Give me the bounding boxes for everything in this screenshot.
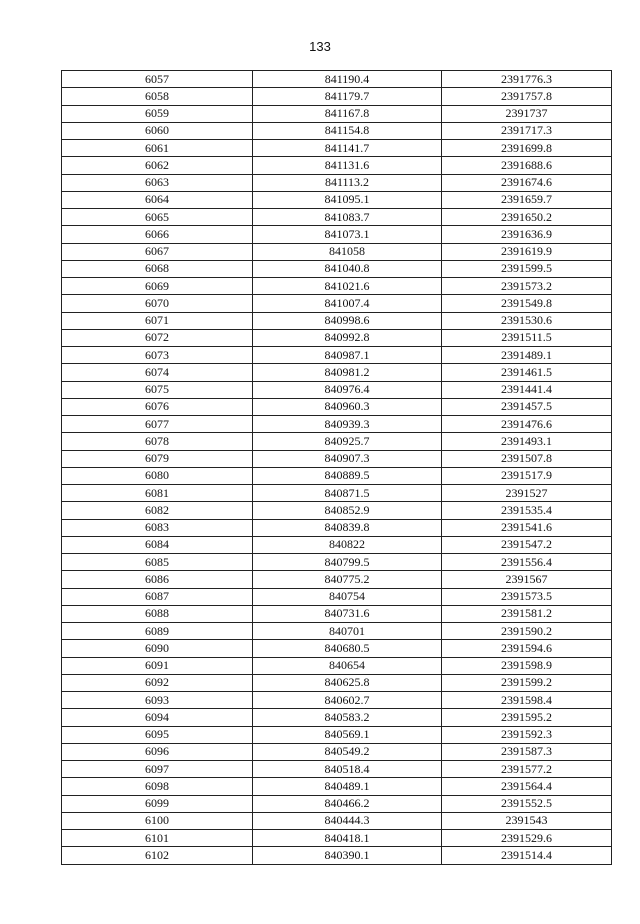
table-row [62,830,612,847]
table-row [62,795,612,812]
y-coordinate-cell: 2391595.2 [442,709,612,726]
point-id-cell: 6060 [62,122,253,139]
point-id-cell: 6071 [62,312,253,329]
table-row [62,347,612,364]
x-coordinate-cell: 840987.1 [253,347,442,364]
table-row [62,571,612,588]
point-id-cell: 6101 [62,830,253,847]
x-coordinate-cell: 840390.1 [253,847,442,864]
y-coordinate-cell: 2391590.2 [442,623,612,640]
y-coordinate-cell: 2391514.4 [442,847,612,864]
x-coordinate-cell: 840680.5 [253,640,442,657]
x-coordinate-cell: 841131.6 [253,157,442,174]
x-coordinate-cell: 841113.2 [253,174,442,191]
table-row [62,761,612,778]
x-coordinate-cell: 841179.7 [253,88,442,105]
table-row [62,450,612,467]
x-coordinate-cell: 840701 [253,623,442,640]
table-row [62,364,612,381]
point-id-cell: 6094 [62,709,253,726]
point-id-cell: 6064 [62,191,253,208]
x-coordinate-cell: 841095.1 [253,191,442,208]
y-coordinate-cell: 2391619.9 [442,243,612,260]
table-row [62,88,612,105]
coordinate-table-body [62,71,612,865]
table-row [62,536,612,553]
point-id-cell: 6066 [62,226,253,243]
point-id-cell: 6091 [62,657,253,674]
point-id-cell: 6090 [62,640,253,657]
table-row [62,71,612,88]
table-row [62,243,612,260]
point-id-cell: 6079 [62,450,253,467]
point-id-cell: 6100 [62,812,253,829]
x-coordinate-cell: 840852.9 [253,502,442,519]
x-coordinate-cell: 840925.7 [253,433,442,450]
x-coordinate-cell: 841167.8 [253,105,442,122]
point-id-cell: 6065 [62,209,253,226]
point-id-cell: 6076 [62,398,253,415]
table-row [62,433,612,450]
y-coordinate-cell: 2391489.1 [442,347,612,364]
y-coordinate-cell: 2391573.2 [442,278,612,295]
y-coordinate-cell: 2391530.6 [442,312,612,329]
point-id-cell: 6077 [62,416,253,433]
x-coordinate-cell: 841007.4 [253,295,442,312]
x-coordinate-cell: 840981.2 [253,364,442,381]
y-coordinate-cell: 2391717.3 [442,122,612,139]
y-coordinate-cell: 2391527 [442,485,612,502]
y-coordinate-cell: 2391567 [442,571,612,588]
coordinate-table [61,70,612,865]
point-id-cell: 6088 [62,605,253,622]
table-row [62,191,612,208]
x-coordinate-cell: 840939.3 [253,416,442,433]
x-coordinate-cell: 840602.7 [253,692,442,709]
x-coordinate-cell: 841190.4 [253,71,442,88]
x-coordinate-cell: 840907.3 [253,450,442,467]
x-coordinate-cell: 840444.3 [253,812,442,829]
point-id-cell: 6098 [62,778,253,795]
x-coordinate-cell: 841040.8 [253,260,442,277]
y-coordinate-cell: 2391674.6 [442,174,612,191]
table-row [62,140,612,157]
x-coordinate-cell: 840489.1 [253,778,442,795]
point-id-cell: 6068 [62,260,253,277]
y-coordinate-cell: 2391573.5 [442,588,612,605]
table-row [62,416,612,433]
y-coordinate-cell: 2391564.4 [442,778,612,795]
table-row [62,174,612,191]
y-coordinate-cell: 2391549.8 [442,295,612,312]
table-row [62,812,612,829]
point-id-cell: 6073 [62,347,253,364]
point-id-cell: 6059 [62,105,253,122]
x-coordinate-cell: 840839.8 [253,519,442,536]
y-coordinate-cell: 2391776.3 [442,71,612,88]
y-coordinate-cell: 2391599.5 [442,260,612,277]
x-coordinate-cell: 841021.6 [253,278,442,295]
y-coordinate-cell: 2391598.9 [442,657,612,674]
point-id-cell: 6084 [62,536,253,553]
table-row [62,674,612,691]
table-row [62,554,612,571]
x-coordinate-cell: 841154.8 [253,122,442,139]
y-coordinate-cell: 2391699.8 [442,140,612,157]
x-coordinate-cell: 840976.4 [253,381,442,398]
x-coordinate-cell: 840466.2 [253,795,442,812]
table-row [62,692,612,709]
x-coordinate-cell: 840549.2 [253,743,442,760]
point-id-cell: 6085 [62,554,253,571]
table-row [62,709,612,726]
x-coordinate-cell: 840569.1 [253,726,442,743]
x-coordinate-cell: 840998.6 [253,312,442,329]
x-coordinate-cell: 840418.1 [253,830,442,847]
table-row [62,502,612,519]
table-row [62,847,612,864]
table-row [62,743,612,760]
y-coordinate-cell: 2391511.5 [442,329,612,346]
x-coordinate-cell: 840799.5 [253,554,442,571]
table-row [62,623,612,640]
y-coordinate-cell: 2391688.6 [442,157,612,174]
y-coordinate-cell: 2391587.3 [442,743,612,760]
y-coordinate-cell: 2391581.2 [442,605,612,622]
y-coordinate-cell: 2391529.6 [442,830,612,847]
y-coordinate-cell: 2391476.6 [442,416,612,433]
table-row [62,260,612,277]
point-id-cell: 6062 [62,157,253,174]
y-coordinate-cell: 2391535.4 [442,502,612,519]
y-coordinate-cell: 2391599.2 [442,674,612,691]
point-id-cell: 6099 [62,795,253,812]
x-coordinate-cell: 840871.5 [253,485,442,502]
point-id-cell: 6067 [62,243,253,260]
point-id-cell: 6069 [62,278,253,295]
table-row [62,122,612,139]
point-id-cell: 6070 [62,295,253,312]
point-id-cell: 6093 [62,692,253,709]
point-id-cell: 6102 [62,847,253,864]
y-coordinate-cell: 2391577.2 [442,761,612,778]
point-id-cell: 6096 [62,743,253,760]
x-coordinate-cell: 840960.3 [253,398,442,415]
x-coordinate-cell: 841058 [253,243,442,260]
table-row [62,485,612,502]
y-coordinate-cell: 2391594.6 [442,640,612,657]
page-number: 133 [309,39,331,54]
point-id-cell: 6074 [62,364,253,381]
point-id-cell: 6080 [62,467,253,484]
table-row [62,278,612,295]
point-id-cell: 6083 [62,519,253,536]
table-row [62,329,612,346]
x-coordinate-cell: 840583.2 [253,709,442,726]
x-coordinate-cell: 840822 [253,536,442,553]
point-id-cell: 6075 [62,381,253,398]
table-row [62,381,612,398]
table-row [62,209,612,226]
point-id-cell: 6061 [62,140,253,157]
table-row [62,312,612,329]
table-row [62,778,612,795]
y-coordinate-cell: 2391598.4 [442,692,612,709]
table-row [62,726,612,743]
point-id-cell: 6087 [62,588,253,605]
x-coordinate-cell: 840992.8 [253,329,442,346]
x-coordinate-cell: 841141.7 [253,140,442,157]
point-id-cell: 6082 [62,502,253,519]
point-id-cell: 6058 [62,88,253,105]
y-coordinate-cell: 2391441.4 [442,381,612,398]
table-row [62,226,612,243]
y-coordinate-cell: 2391737 [442,105,612,122]
x-coordinate-cell: 840731.6 [253,605,442,622]
table-row [62,157,612,174]
x-coordinate-cell: 840625.8 [253,674,442,691]
y-coordinate-cell: 2391543 [442,812,612,829]
point-id-cell: 6089 [62,623,253,640]
x-coordinate-cell: 841083.7 [253,209,442,226]
table-row [62,657,612,674]
table-row [62,640,612,657]
y-coordinate-cell: 2391650.2 [442,209,612,226]
point-id-cell: 6078 [62,433,253,450]
table-row [62,467,612,484]
y-coordinate-cell: 2391636.9 [442,226,612,243]
y-coordinate-cell: 2391757.8 [442,88,612,105]
table-row [62,605,612,622]
table-row [62,519,612,536]
y-coordinate-cell: 2391547.2 [442,536,612,553]
table-row [62,398,612,415]
x-coordinate-cell: 841073.1 [253,226,442,243]
x-coordinate-cell: 840518.4 [253,761,442,778]
x-coordinate-cell: 840754 [253,588,442,605]
x-coordinate-cell: 840889.5 [253,467,442,484]
table-row [62,588,612,605]
y-coordinate-cell: 2391552.5 [442,795,612,812]
table-row [62,105,612,122]
x-coordinate-cell: 840654 [253,657,442,674]
point-id-cell: 6081 [62,485,253,502]
point-id-cell: 6063 [62,174,253,191]
point-id-cell: 6097 [62,761,253,778]
point-id-cell: 6072 [62,329,253,346]
point-id-cell: 6086 [62,571,253,588]
y-coordinate-cell: 2391517.9 [442,467,612,484]
y-coordinate-cell: 2391457.5 [442,398,612,415]
y-coordinate-cell: 2391541.6 [442,519,612,536]
point-id-cell: 6095 [62,726,253,743]
y-coordinate-cell: 2391493.1 [442,433,612,450]
y-coordinate-cell: 2391507.8 [442,450,612,467]
point-id-cell: 6092 [62,674,253,691]
y-coordinate-cell: 2391659.7 [442,191,612,208]
point-id-cell: 6057 [62,71,253,88]
y-coordinate-cell: 2391556.4 [442,554,612,571]
table-row [62,295,612,312]
y-coordinate-cell: 2391461.5 [442,364,612,381]
y-coordinate-cell: 2391592.3 [442,726,612,743]
x-coordinate-cell: 840775.2 [253,571,442,588]
